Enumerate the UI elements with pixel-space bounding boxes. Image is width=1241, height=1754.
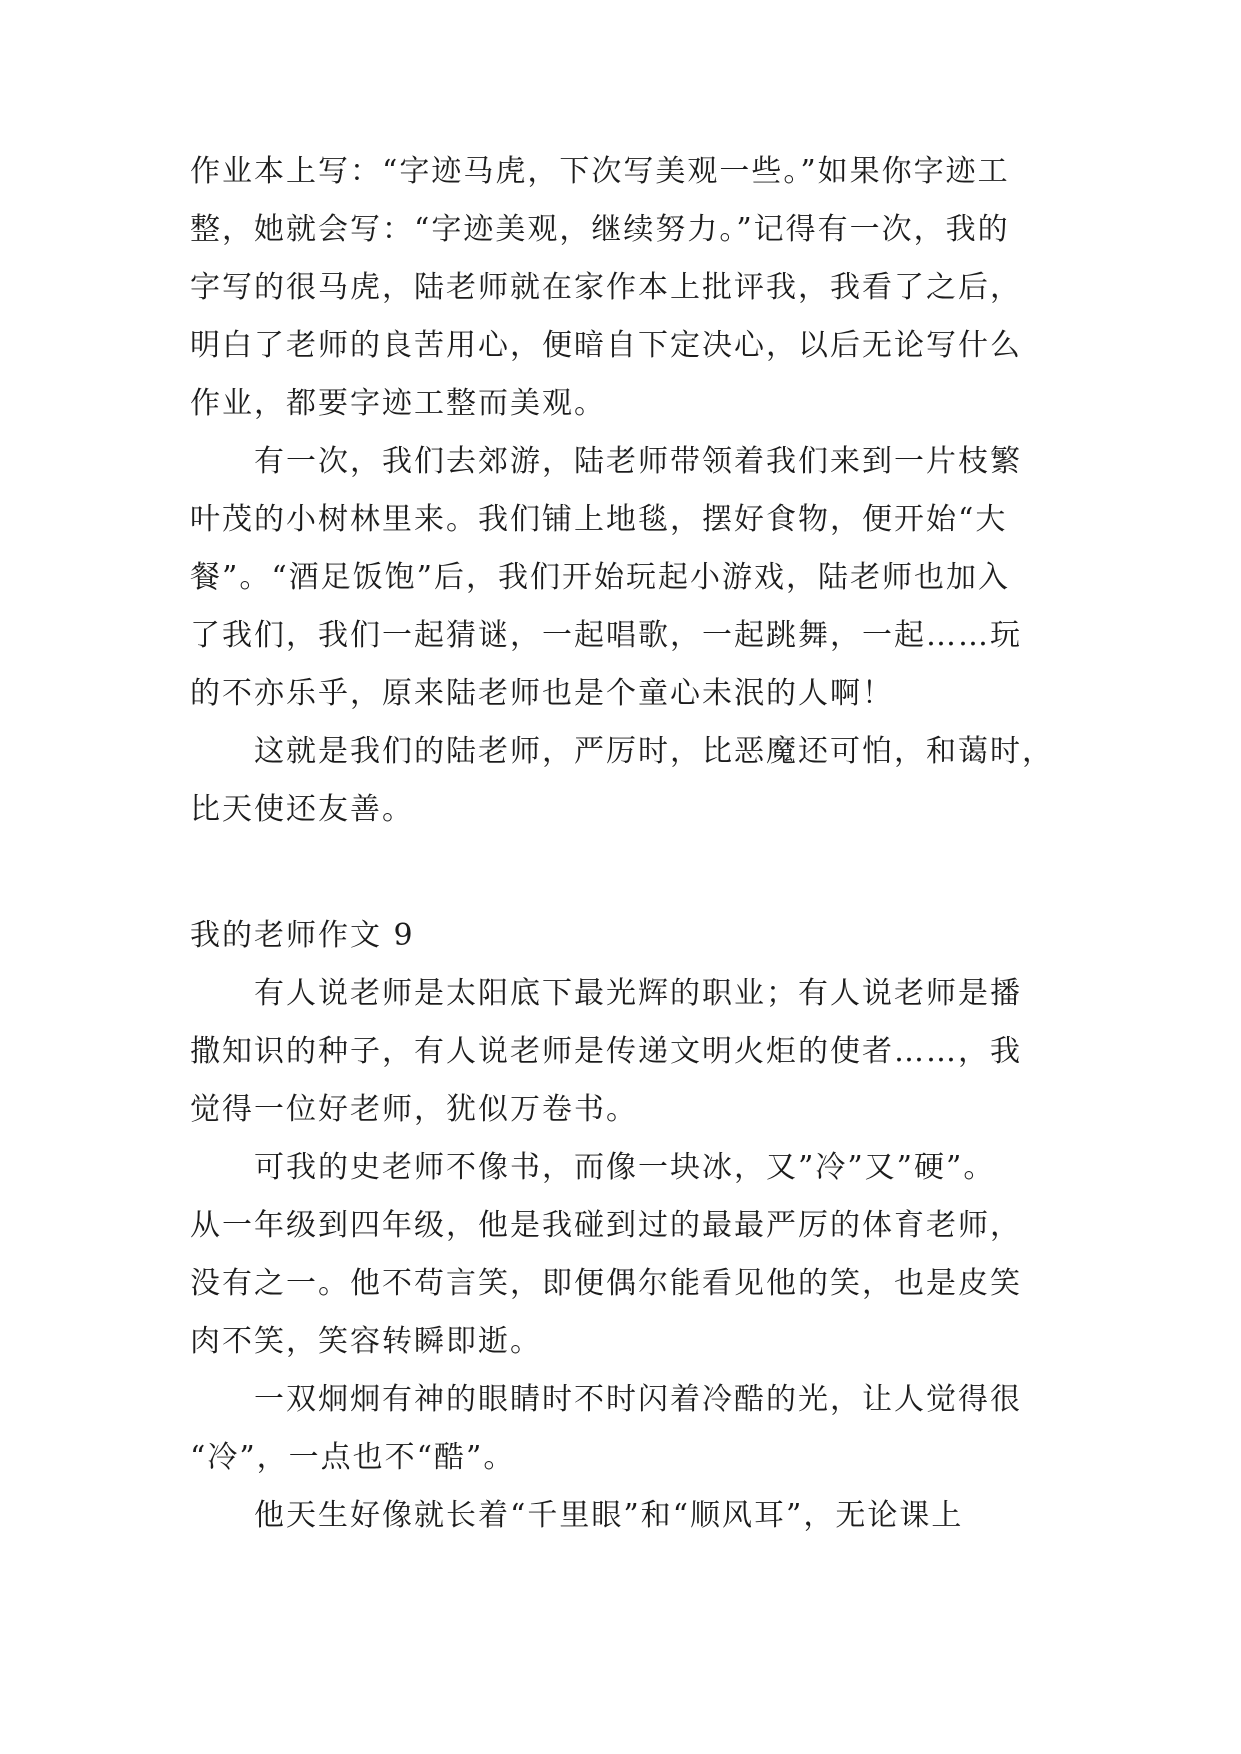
paragraph-first-line: 他天生好像就长着“千里眼”和“顺风耳”，无论课上 [254,1498,964,1533]
text-line: 作业，都要字迹工整而美观。 [190,386,606,421]
text-line: 觉得一位好老师，犹似万卷书。 [190,1092,638,1127]
text-line: 叶茂的小树林里来。我们铺上地毯，摆好食物，便开始“大 [190,502,1008,537]
text-line: 餐”。“酒足饭饱”后，我们开始玩起小游戏，陆老师也加入 [190,560,1011,595]
text-line: 明白了老师的良苦用心，便暗自下定决心，以后无论写什么 [190,328,1022,363]
text-line: 字写的很马虎，陆老师就在家作本上批评我，我看了之后， [190,270,1022,305]
paragraph-first-line: 一双炯炯有神的眼睛时不时闪着冷酷的光，让人觉得很 [254,1382,1022,1417]
paragraph-first-line: 有人说老师是太阳底下最光辉的职业；有人说老师是播 [254,976,1022,1011]
text-line: 的不亦乐乎，原来陆老师也是个童心未泯的人啊！ [190,676,894,711]
text-line: “冷”，一点也不“酷”。 [190,1440,516,1475]
text-line: 比天使还友善。 [190,792,414,827]
essay-title: 我的老师作文 9 [190,918,415,953]
text-line: 整，她就会写：“字迹美观，继续努力。”记得有一次，我的 [190,212,1010,247]
text-line: 作业本上写：“字迹马虎，下次写美观一些。”如果你字迹工 [190,154,1010,189]
paragraph-first-line: 有一次，我们去郊游，陆老师带领着我们来到一片枝繁 [254,444,1022,479]
text-line: 从一年级到四年级，他是我碰到过的最最严厉的体育老师， [190,1208,1022,1243]
paragraph-first-line: 可我的史老师不像书，而像一块冰，又”冷”又”硬”。 [254,1150,996,1185]
text-line: 肉不笑，笑容转瞬即逝。 [190,1324,542,1359]
text-line: 了我们，我们一起猜谜，一起唱歌，一起跳舞，一起……玩 [190,618,1022,653]
text-line: 撒知识的种子，有人说老师是传递文明火炬的使者……，我 [190,1034,1022,1069]
text-line: 没有之一。他不苟言笑，即便偶尔能看见他的笑，也是皮笑 [190,1266,1022,1301]
paragraph-first-line: 这就是我们的陆老师，严厉时，比恶魔还可怕，和蔼时， [254,734,1054,769]
